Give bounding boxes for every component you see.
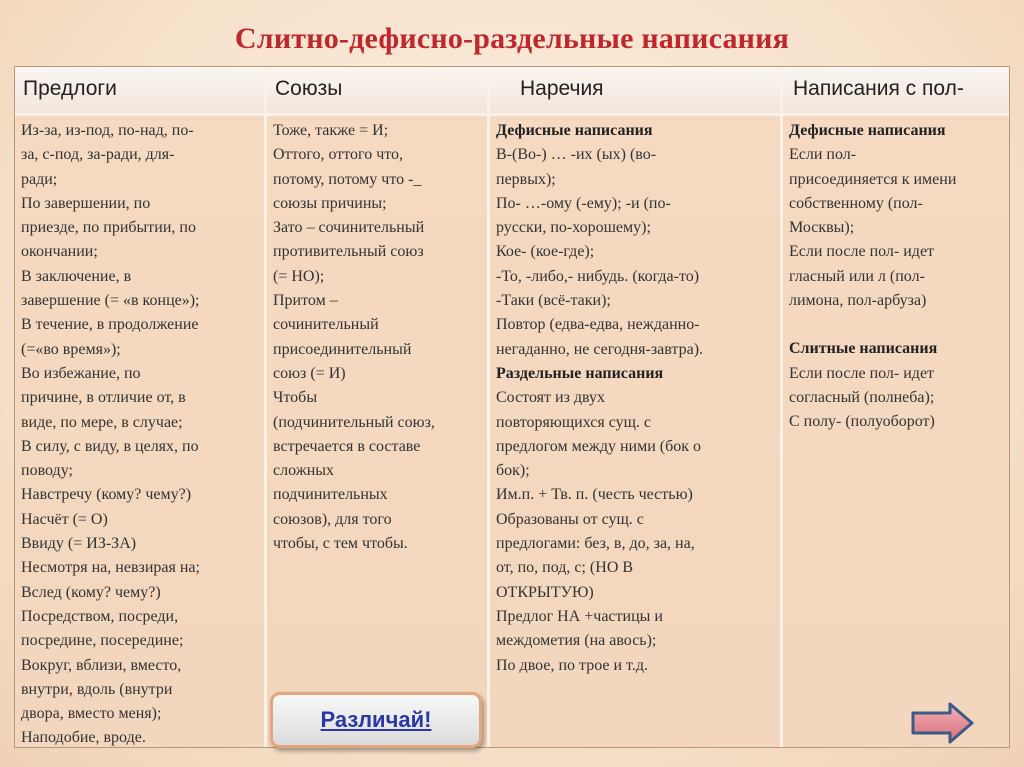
text-line: Состоят из двух xyxy=(496,389,606,407)
text-line: Предлог НА +частицы и xyxy=(496,607,663,625)
text-line: чтобы, с тем чтобы. xyxy=(273,535,408,553)
text-line: потому, потому что -_ xyxy=(273,170,422,188)
text-line: от, по, под, с; (НО В xyxy=(496,559,634,577)
text-line: Наподобие, вроде. xyxy=(21,729,146,747)
spacer xyxy=(789,313,1009,337)
text-line: В-(Во-) … -их (ых) (во- xyxy=(496,146,657,164)
text-line: (= НО); xyxy=(273,267,325,285)
text-line: Повтор (едва-едва, нежданно- xyxy=(496,316,700,334)
text-line: Во избежание, по xyxy=(21,364,141,382)
text-line: бок); xyxy=(496,462,530,480)
subheading: Слитные написания xyxy=(789,340,938,358)
text-line: Насчёт (= О) xyxy=(21,510,108,528)
column-divider xyxy=(780,67,783,747)
text-line: Если после пол- идет xyxy=(789,364,935,382)
text-line: -Таки (всё-таки); xyxy=(496,292,611,310)
text-line: С полу- (полуоборот) xyxy=(789,413,935,431)
text-line: внутри, вдоль (внутри xyxy=(21,680,173,698)
text-line: русски, по-хорошему); xyxy=(496,219,651,237)
text-line: (подчинительный союз, xyxy=(273,413,435,431)
text-line: подчинительных xyxy=(273,486,388,504)
text-line: Кое- (кое-где); xyxy=(496,243,595,261)
header-pol: Написания с пол- xyxy=(783,67,1009,113)
text-line: присоединяется к имени xyxy=(789,170,957,188)
text-line: Чтобы xyxy=(273,389,318,407)
text-line: Из-за, из-под, по-над, по- xyxy=(21,122,194,139)
text-line: виде, по мере, в случае; xyxy=(21,413,183,431)
text-line: двора, вместо меня); xyxy=(21,705,162,723)
text-line: междометия (на авось); xyxy=(496,632,657,650)
text-line: союзы причины; xyxy=(273,194,387,212)
text-line: Несмотря на, невзирая на; xyxy=(21,559,200,577)
header-predlogi: Предлоги xyxy=(15,67,264,113)
text-line: согласный (полнеба); xyxy=(789,388,935,406)
column-divider xyxy=(487,67,490,747)
text-line: завершение (= «в конце»); xyxy=(21,292,200,310)
subheading: Дефисные написания xyxy=(789,122,946,139)
text-line: лимона, пол-арбуза) xyxy=(789,292,927,310)
razlichai-button[interactable] xyxy=(270,692,482,748)
text-line: Навстречу (кому? чему?) xyxy=(21,486,192,504)
text-line: Притом – xyxy=(273,292,338,310)
text-line: Образованы от сущ. с xyxy=(496,510,644,528)
text-line: гласный или л (пол- xyxy=(789,267,925,285)
text-line: присоединительный xyxy=(273,340,412,358)
text-line: союзов), для того xyxy=(273,510,392,528)
text-line: Посредством, посреди, xyxy=(21,607,179,625)
text-line: встречается в составе xyxy=(273,437,421,455)
spelling-table xyxy=(14,66,1010,748)
text-line: (=«во время»); xyxy=(21,340,121,358)
text-line: Им.п. + Тв. п. (честь честью) xyxy=(496,486,693,504)
text-line: ради; xyxy=(21,170,58,188)
text-line: предлогами: без, в, до, за, на, xyxy=(496,535,695,553)
text-line: По завершении, по xyxy=(21,194,151,212)
text-line: По двое, по трое и т.д. xyxy=(496,656,648,674)
text-line: ОТКРЫТУЮ) xyxy=(496,583,594,601)
text-line: Москвы); xyxy=(789,219,855,237)
header-soyuzy: Союзы xyxy=(267,67,487,113)
subheading: Дефисные написания xyxy=(496,122,653,139)
text-line: собственному (пол- xyxy=(789,194,923,212)
text-line: Вокруг, вблизи, вместо, xyxy=(21,656,182,674)
text-line: союз (= И) xyxy=(273,364,346,382)
column-predlogi xyxy=(15,116,264,747)
text-line: противительный союз xyxy=(273,243,424,261)
text-line: первых); xyxy=(496,170,556,188)
column-narechiya xyxy=(490,116,780,747)
text-line: Ввиду (= ИЗ-ЗА) xyxy=(21,535,137,553)
text-line: посредине, посередине; xyxy=(21,632,184,650)
text-line: предлогом между ними (бок о xyxy=(496,437,702,455)
text-line: В течение, в продолжение xyxy=(21,316,199,334)
subheading: Раздельные написания xyxy=(496,364,664,382)
column-soyuzy xyxy=(267,116,487,747)
text-line: окончании; xyxy=(21,243,98,261)
text-line: сложных xyxy=(273,462,335,480)
text-line: повторяющихся сущ. с xyxy=(496,413,652,431)
column-pol xyxy=(783,116,1009,747)
text-line: негаданно, не сегодня-завтра). xyxy=(496,340,704,358)
text-line: В силу, с виду, в целях, по xyxy=(21,437,199,455)
text-line: Зато – сочинительный xyxy=(273,219,425,237)
text-line: Если пол- xyxy=(789,146,857,164)
text-line: В заключение, в xyxy=(21,267,132,285)
header-narechiya: Наречия xyxy=(490,67,780,113)
text-line: Тоже, также = И; xyxy=(273,122,389,139)
text-line: -То, -либо,- нибудь. (когда-то) xyxy=(496,267,700,285)
text-line: поводу; xyxy=(21,462,73,480)
text-line: Оттого, оттого что, xyxy=(273,146,404,164)
text-line: По- …-ому (-ему); -и (по- xyxy=(496,194,671,212)
column-divider xyxy=(264,67,267,747)
text-line: причине, в отличие от, в xyxy=(21,389,186,407)
arrow-right-icon[interactable] xyxy=(910,701,976,745)
text-line: Вслед (кому? чему?) xyxy=(21,583,161,601)
page-title: Слитно-дефисно-раздельные написания xyxy=(234,22,790,55)
razlichai-link[interactable]: Различай! xyxy=(320,707,432,732)
text-line: сочинительный xyxy=(273,316,379,334)
text-line: Если после пол- идет xyxy=(789,243,935,261)
text-line: за, с-под, за-ради, для- xyxy=(21,146,175,164)
text-line: приезде, по прибытии, по xyxy=(21,219,196,237)
